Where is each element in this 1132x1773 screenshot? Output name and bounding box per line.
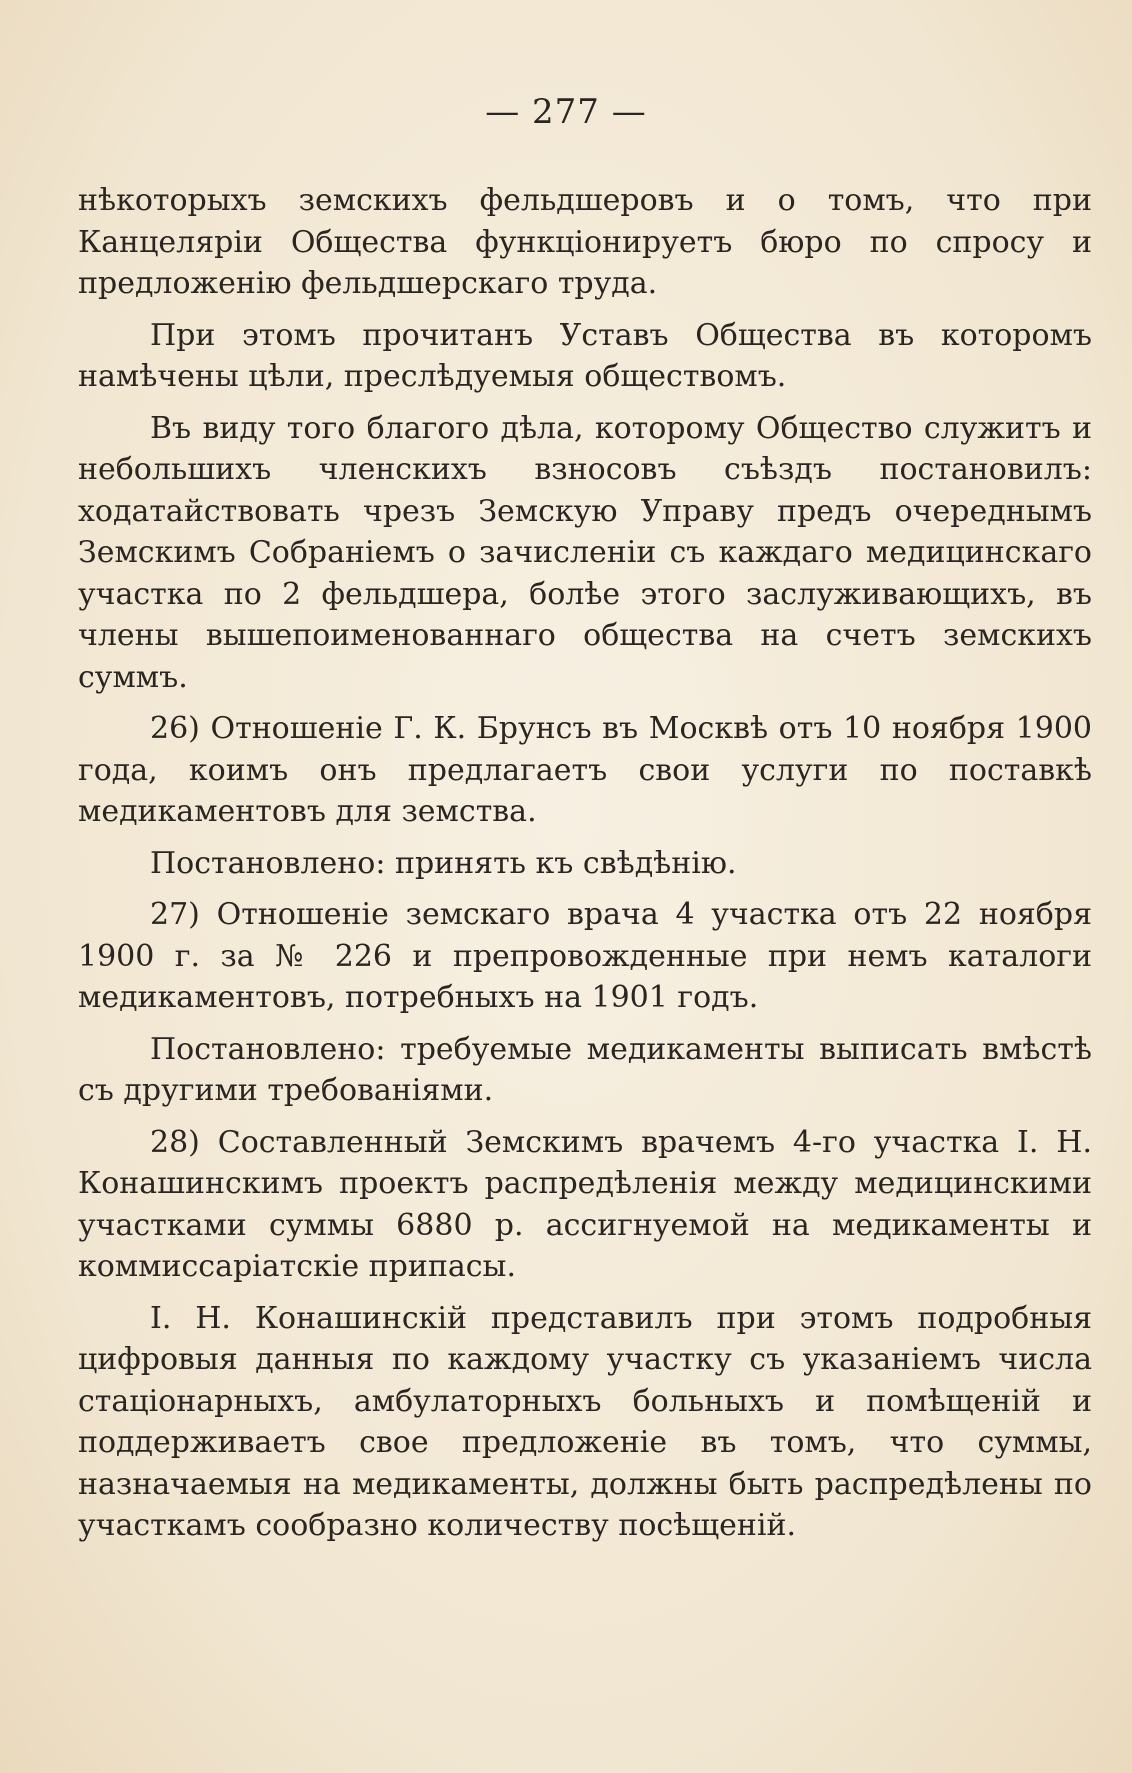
page-number: — 277 —	[485, 92, 647, 132]
paragraph-statute: При этомъ прочитанъ Уставъ Общества въ которомъ намѣчены цѣли, преслѣдуемыя обществомъ.	[78, 317, 1092, 394]
paragraph-resolution-26: Постановлено: принять къ свѣдѣнію.	[150, 845, 737, 881]
paragraph-resolution-membership: Въ виду того благого дѣла, которому Общество служитъ и небольшихъ членскихъ взносовъ съѣздъ постановилъ: ходатайствовать чрезъ Земскую Управу предъ очереднымъ Земскимъ Собраніемъ о зачисленіи съ каждаго медицинскаго участка по 2 фельдшера, болѣе этого заслуживающихъ, въ члены вышепоименованнаго общества на счетъ земскихъ суммъ.	[78, 410, 1092, 695]
paragraph-continuation: нѣкоторыхъ земскихъ фельдшеровъ и о томъ, что при Канцеляріи Общества функціонируетъ бюро по спросу и предложенію фельдшерскаго труда.	[78, 183, 1092, 301]
paragraph-item-26: 26) Отношеніе Г. К. Брунсъ въ Москвѣ отъ 10 ноября 1900 года, коимъ онъ предлагаетъ свои услуги по поставкѣ медикаментовъ для земства.	[78, 711, 1092, 829]
body-text	[78, 180, 1092, 1557]
paragraph-item-28: 28) Составленный Земскимъ врачемъ 4-го участка І. Н. Конашинскимъ проектъ распредѣленія между медицинскими участками суммы 6880 р. ассигнуемой на медикаменты и коммиссаріатскіе припасы.	[78, 1124, 1092, 1284]
paragraph-item-27: 27) Отношеніе земскаго врача 4 участка отъ 22 ноября 1900 г. за № 226 и препровожденные при немъ каталоги медикаментовъ, потребныхъ на 1901 годъ.	[78, 897, 1092, 1015]
paragraph-resolution-27: Постановлено: требуемые медикаменты выписать вмѣстѣ съ другими требованіями.	[78, 1031, 1092, 1108]
paragraph-konashinsky: І. Н. Конашинскій представилъ при этомъ подробныя цифровыя данныя по каждому участку съ указаніемъ числа стаціонарныхъ, амбулаторныхъ больныхъ и помѣщеній и поддерживаетъ свое предложеніе въ томъ, что суммы, назначаемыя на медикаменты, должны быть распредѣлены по участкамъ сообразно количеству посѣщеній.	[78, 1300, 1092, 1543]
